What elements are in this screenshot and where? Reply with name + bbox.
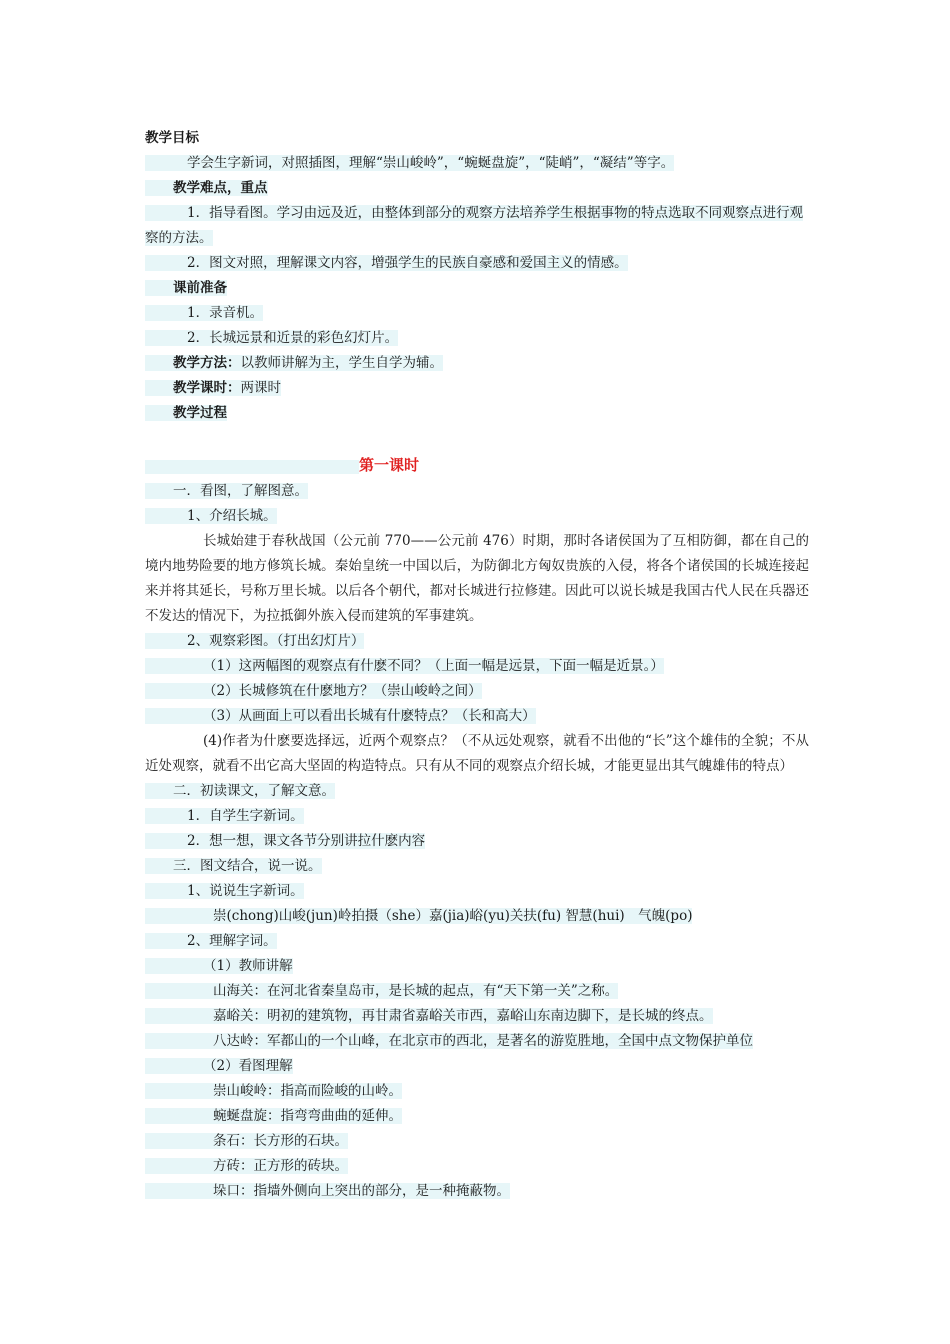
difficulty-item-2: 2．图文对照，理解课文内容，增强学生的民族自豪感和爱国主义的情感。 [145, 255, 628, 271]
sub-item-look-understand: （2）看图理解 [145, 1058, 293, 1074]
new-words-list: 崇(chong)山峻(jun)岭拍摄（she）嘉(jia)峪(yu)关扶(fu) 智慧(hui) 气魄(po) [145, 908, 692, 924]
section-1-title: 一．看图，了解图意。 [145, 483, 308, 499]
heading-difficulty: 教学难点，重点 [145, 180, 268, 196]
question-4: (4)作者为什麽要选择远，近两个观察点？（不从远处观察，就看不出他的“长”这个雄伟的全貌；不从近处观察，就看不出它高大坚固的构造特点。只有从不同的观察点介绍长城，才能更显出其气魄雄伟的特点） [145, 733, 809, 774]
method-label: 教学方法： [173, 355, 241, 371]
definition-shanhaiguan: 山海关：在河北省秦皇岛市，是长城的起点，有“天下第一关”之称。 [145, 983, 618, 999]
section-3-item-1: 1、说说生字新词。 [145, 883, 304, 899]
section-2-item-1: 1．自学生字新词。 [145, 808, 304, 824]
question-2: （2）长城修筑在什麽地方？（崇山峻岭之间） [145, 683, 482, 699]
lesson-title: 第一课时 [359, 456, 420, 474]
section-3-title: 三．图文结合，说一说。 [145, 858, 322, 874]
document-body [145, 126, 809, 1204]
section-1-paragraph: 长城始建于春秋战国（公元前 770——公元前 476）时期，那时各诸侯国为了互相防御，都在自己的境内地势险要的地方修筑长城。秦始皇统一中国以后，为防御北方匈奴贵族的入侵，将各个诸侯国的长城连接起来并将其延长，号称万里长城。以后各个朝代，都对长城进行拉修建。因此可以说长城是我国古代人民在兵器还不发达的情况下，为拉抵御外族入侵而建筑的军事建筑。 [145, 533, 809, 624]
heading-prep: 课前准备 [145, 280, 227, 296]
heading-process: 教学过程 [145, 405, 227, 421]
section-3-item-2: 2、理解字词。 [145, 933, 277, 949]
method-text: 以教师讲解为主，学生自学为辅。 [240, 355, 443, 371]
prep-item-1: 1．录音机。 [145, 305, 263, 321]
section-2-title: 二．初读课文，了解文意。 [145, 783, 335, 799]
difficulty-item-1: 1．指导看图。学习由远及近，由整体到部分的观察方法培养学生根据事物的特点选取不同观察点进行观察的方法。 [145, 205, 804, 246]
heading-objectives: 教学目标 [145, 130, 199, 146]
sub-item-teacher-explain: （1）教师讲解 [145, 958, 293, 974]
definition-badaling: 八达岭：军都山的一个山峰，在北京市的西北，是著名的游览胜地，全国中点文物保护单位 [145, 1033, 753, 1049]
question-1: （1）这两幅图的观察点有什麽不同？（上面一幅是远景，下面一幅是近景。） [145, 658, 664, 674]
definition-duokou: 垛口：指墙外侧向上突出的部分，是一种掩蔽物。 [145, 1183, 510, 1199]
objectives-text: 学会生字新词，对照插图，理解“崇山峻岭”，“蜿蜒盘旋”，“陡峭”，“凝结”等字。 [145, 155, 674, 171]
question-3: （3）从画面上可以看出长城有什麽特点？（长和高大） [145, 708, 536, 724]
definition-chongshanjunling: 崇山峻岭：指高而险峻的山岭。 [145, 1083, 402, 1099]
section-1-item-2: 2、观察彩图。（打出幻灯片） [145, 633, 364, 649]
definition-fangzhuan: 方砖：正方形的砖块。 [145, 1158, 348, 1174]
prep-item-2: 2．长城远景和近景的彩色幻灯片。 [145, 330, 398, 346]
hours-text: 两课时 [240, 380, 281, 396]
definition-wanyanpanxuan: 蜿蜒盘旋：指弯弯曲曲的延伸。 [145, 1108, 402, 1124]
section-1-item-1: 1、介绍长城。 [145, 508, 277, 524]
definition-tiaoshi: 条石：长方形的石块。 [145, 1133, 348, 1149]
hours-label: 教学课时： [173, 380, 241, 396]
definition-jiayuguan: 嘉峪关：明初的建筑物，再甘肃省嘉峪关市西，嘉峪山东南边脚下，是长城的终点。 [145, 1008, 713, 1024]
section-2-item-2: 2．想一想，课文各节分别讲拉什麽内容 [145, 833, 425, 849]
